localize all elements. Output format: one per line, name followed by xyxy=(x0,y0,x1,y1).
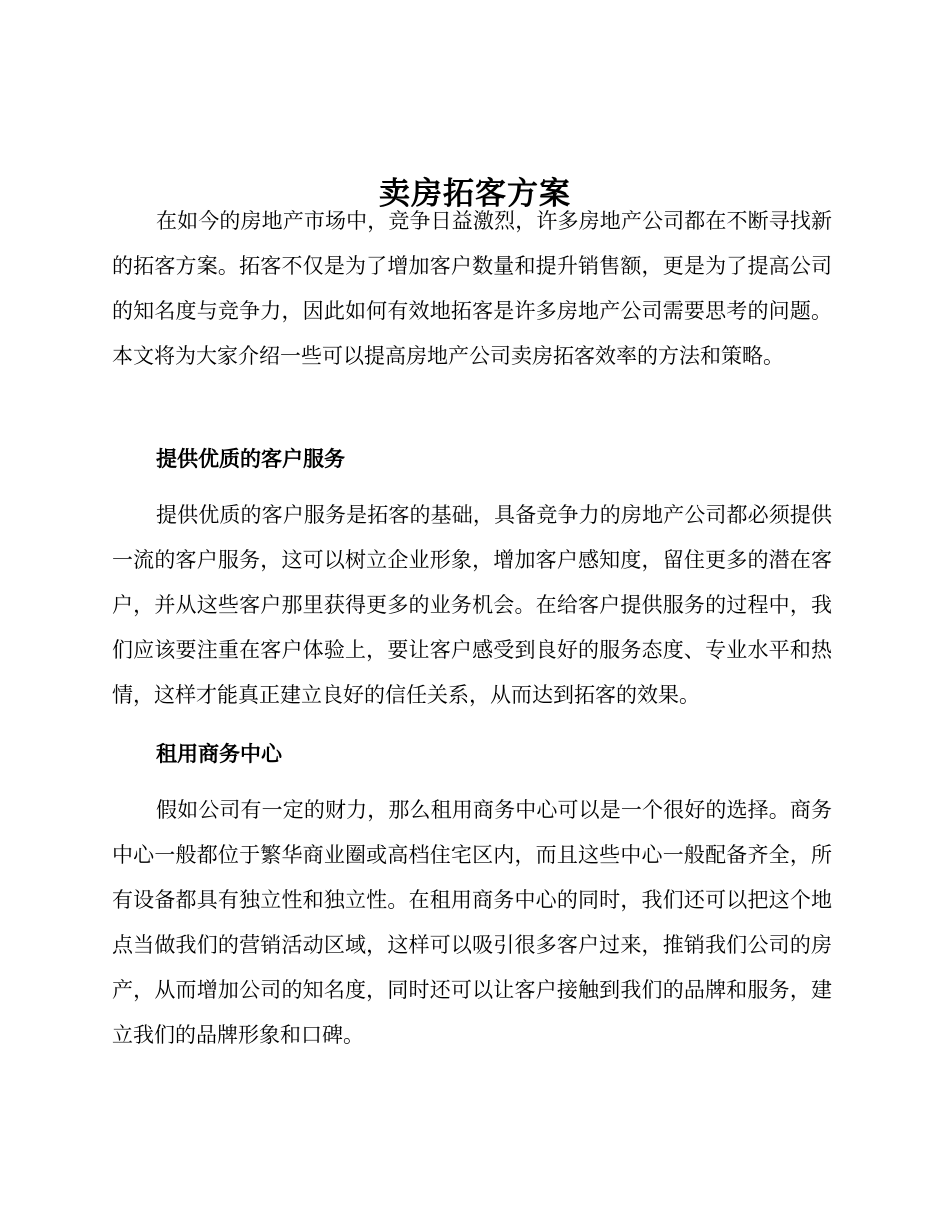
section-body-business-center: 假如公司有一定的财力，那么租用商务中心可以是一个很好的选择。商务中心一般都位于繁华商业圈或高档住宅区内，而且这些中心一般配备齐全，所有设备都具有独立性和独立性。在租用商务中心的同时，我们还可以把这个地点当做我们的营销活动区域，这样可以吸引很多客户过来，推销我们公司的房产，从而增加公司的知名度，同时还可以让客户接触到我们的品牌和服务，建立我们的品牌形象和口碑。 xyxy=(112,798,832,1047)
section-heading-business-center: 租用商务中心 xyxy=(156,742,282,766)
section-body-customer-service: 提供优质的客户服务是拓客的基础，具备竞争力的房地产公司都必须提供一流的客户服务，这可以树立企业形象，增加客户感知度，留住更多的潜在客户，并从这些客户那里获得更多的业务机会。在给客户提供服务的过程中，我们应该要注重在客户体验上，要让客户感受到良好的服务态度、专业水平和热情，这样才能真正建立良好的信任关系，从而达到拓客的效果。 xyxy=(112,503,832,707)
section-heading-customer-service: 提供优质的客户服务 xyxy=(156,447,345,471)
document-title: 卖房拓客方案 xyxy=(379,175,571,212)
intro-paragraph: 在如今的房地产市场中，竞争日益激烈，许多房地产公司都在不断寻找新的拓客方案。拓客不仅是为了增加客户数量和提升销售额，更是为了提高公司的知名度与竞争力，因此如何有效地拓客是许多房地产公司需要思考的问题。本文将为大家介绍一些可以提高房地产公司卖房拓客效率的方法和策略。 xyxy=(112,209,832,368)
